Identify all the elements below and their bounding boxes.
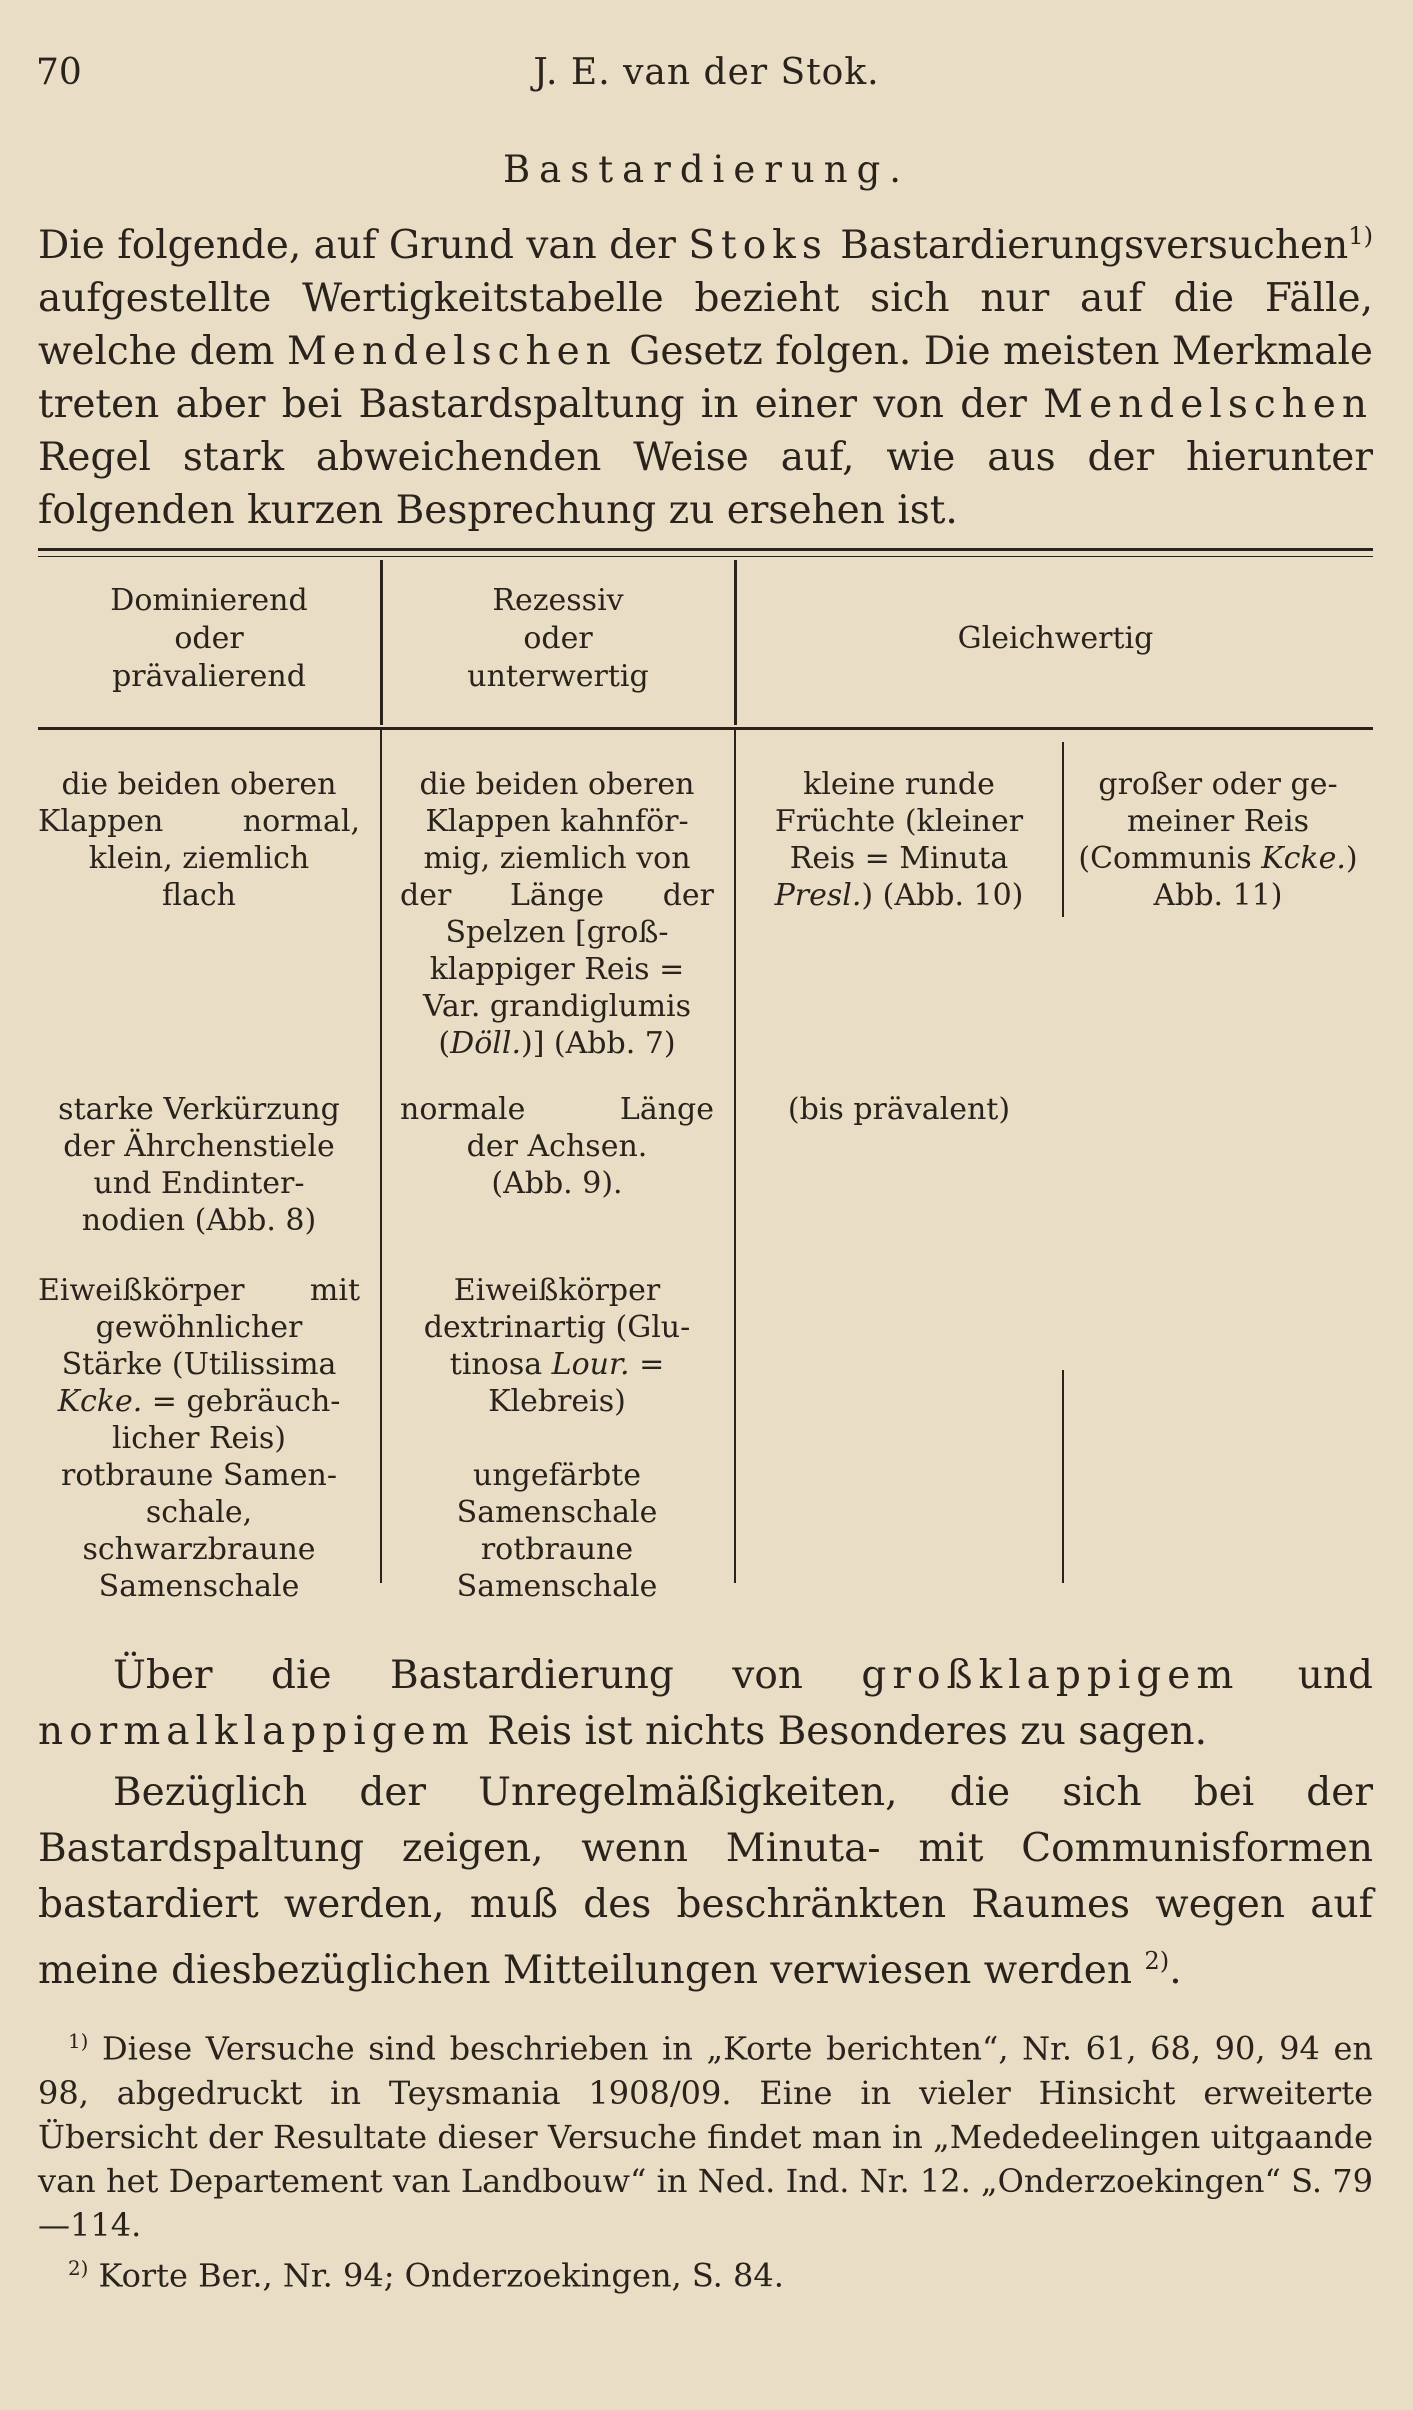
emphasized-term: großklappigem — [861, 1653, 1240, 1698]
header-equal: Gleichwertig — [957, 621, 1154, 656]
author-name: Mendelschen — [286, 329, 617, 374]
table-cell-r3-dominant: Eiweißkörper mit gewöhnlicher Stärke (Utilissima Kcke. = gebräuch- licher Reis) — [38, 1273, 360, 1456]
author-abbrev: Kcke. — [57, 1384, 143, 1419]
author-abbrev: Döll. — [450, 1026, 521, 1061]
footnote-2: $^{2)}$ Korte Ber., Nr. 94; Onderzoekingen, S. 84. — [68, 2256, 784, 2295]
footnote-ref: 2) — [1144, 1947, 1170, 1975]
running-head — [36, 52, 1377, 102]
table-cell-r1-dominant: die beiden oberen Klappen normal, klein, ziemlich flach — [38, 767, 360, 913]
intro-text: aufgestellte Wertigkeitstabelle bezieht sich nur auf die Fälle, welche dem — [38, 276, 1373, 374]
section-title: Bastardierung. — [502, 148, 911, 191]
author-abbrev: Kcke. — [1261, 841, 1346, 876]
header-dominant: Dominierend oder prävalierend — [110, 583, 308, 694]
author-abbrev: Presl. — [774, 878, 862, 913]
table-cell-r1-recessive: die beiden oberen Klappen kahnför- mig, ziemlich von der Länge der Spelzen [groß- klappiger Reis = Var. grandiglumis (Döll.)] (Abb. 7) — [400, 767, 714, 1061]
footnote-ref: 1) — [1348, 222, 1374, 250]
author-abbrev: Lour. — [551, 1347, 630, 1382]
table-cell-r1-equal-1: kleine runde Früchte (kleiner Reis = Minuta Presl.) (Abb. 10) — [774, 767, 1024, 913]
running-title: J. E. van der Stok. — [533, 52, 880, 93]
table-cell-r2-recessive: normale Länge der Achsen. (Abb. 9). — [400, 1092, 714, 1201]
paragraph-1: Über die Bastardierung von großklappigem und normalklappigem Reis ist nichts Besonderes zu sagen. — [38, 1653, 1373, 1754]
paragraph-2: Bezüglich der Unregelmäßigkeiten, die sich bei der Bastardspaltung zeigen, wenn Minuta- mit Communisformen bastardiert werden, muß des beschränkten Raumes wegen auf meine diesbezüglichen Mitteilungen verwiesen werden $^{2)}$. — [38, 1770, 1373, 1993]
column-divider — [734, 730, 736, 1583]
header-divider — [734, 560, 737, 725]
column-divider — [1062, 1370, 1064, 1583]
intro-text: Die folgende, auf Grund van der — [38, 223, 689, 268]
column-divider — [380, 730, 382, 1583]
header-divider — [380, 560, 383, 725]
author-name: Stoks — [688, 223, 828, 268]
intro-text: Gesetz folgen. Die meisten Merkmale treten aber bei Bastardspaltung in einer von der — [38, 329, 1374, 427]
table-top-rule — [38, 548, 1373, 551]
author-name: Mendelschen — [1043, 382, 1373, 427]
table-cell-r4-recessive: ungefärbte Samenschale rotbraune Samenschale — [456, 1458, 658, 1604]
intro-text: Regel stark abweichenden Weise auf, wie aus der hierunter folgenden kurzen Besprechung zu ersehen ist. — [38, 435, 1373, 533]
table-top-rule-2 — [38, 556, 1373, 557]
emphasized-term: normalklappigem — [38, 1709, 475, 1754]
footnote-1: $^{1)}$ Diese Versuche sind beschrieben in „Korte berichten“, Nr. 61, 68, 90, 94 en 98, abgedruckt in Teysmania 1908/09. Eine in vieler Hinsicht erweiterte Übersicht der Resultate dieser Versuche findet man in „Mededeelingen uitgaande van het Departement van Landbouw“ in Ned. Ind. Nr. 12. „Onderzoekingen“ S. 79—114. — [38, 2029, 1373, 2244]
column-divider — [1062, 742, 1064, 917]
table-cell-r4-dominant: rotbraune Samen- schale, schwarzbraune Samenschale — [61, 1458, 337, 1604]
table-cell-r1-equal-2: großer oder ge- meiner Reis (Communis Kcke.) Abb. 11) — [1078, 767, 1358, 913]
table-cell-r2-dominant: starke Verkürzung der Ährchenstiele und Endinter- nodien (Abb. 8) — [58, 1092, 340, 1238]
footnote-mark: 2) — [68, 2256, 89, 2280]
footnote-mark: 1) — [68, 2030, 89, 2053]
table-cell-r3-recessive: Eiweißkörper dextrinartig (Glu- tinosa Lour. = Klebreis) — [423, 1273, 691, 1419]
intro-text: Bastardierungsversuchen — [827, 223, 1349, 268]
intro-paragraph — [38, 210, 1373, 537]
table-cell-r2-equal: (bis prävalent) — [787, 1092, 1011, 1127]
footnotes — [38, 2020, 1373, 2297]
header-recessive: Rezessiv oder unterwertig — [467, 583, 649, 694]
table-header-rule — [38, 727, 1373, 730]
page-number: 70 — [36, 52, 82, 93]
